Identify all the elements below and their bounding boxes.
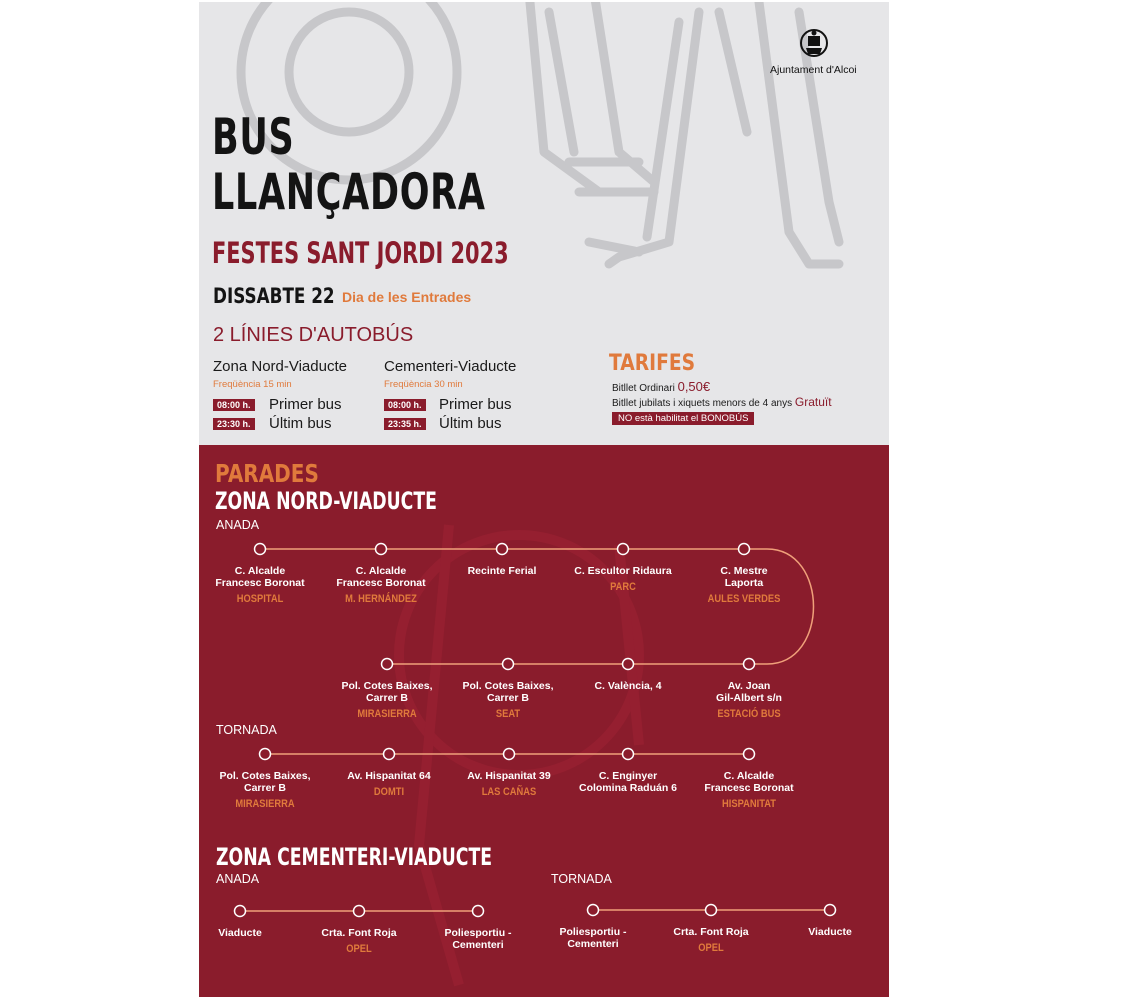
first-bus-label: Primer bus xyxy=(439,396,512,413)
direction-tornada-label: TORNADA xyxy=(216,723,277,737)
stop-name: C. Enginyer Colomina Raduán 6 xyxy=(578,770,677,794)
stop-area-tag: ESTACIÓ BUS xyxy=(717,708,781,720)
stops-heading: PARADES xyxy=(215,459,319,488)
festival-subtitle: FESTES SANT JORDI 2023 xyxy=(212,236,509,270)
tariff-ordinary-price: 0,50€ xyxy=(677,379,711,394)
tariff-ordinary-label: Bitllet Ordinari xyxy=(612,383,675,394)
poster-stops-section xyxy=(199,445,889,997)
stop-name: C. Mestre Laporta xyxy=(720,565,768,589)
title-line-2: LLANÇADORA xyxy=(212,163,486,221)
stop-area-tag: OPEL xyxy=(698,942,724,954)
stop-name: C. València, 4 xyxy=(594,680,662,692)
last-bus-time: 23:35 h. xyxy=(384,418,426,430)
line-frequency: Freqüència 30 min xyxy=(384,379,463,390)
stop-area-tag: MIRASIERRA xyxy=(235,798,295,810)
stop-name: Poliesportiu - Cementeri xyxy=(444,927,512,951)
poster xyxy=(199,2,889,997)
stop-area-tag: SEAT xyxy=(495,708,521,720)
stop-name: C. Escultor Ridaura xyxy=(574,565,672,577)
municipal-seal-icon xyxy=(799,28,829,58)
first-bus-label: Primer bus xyxy=(269,396,342,413)
stop-area-tag: HOSPITAL xyxy=(236,593,284,605)
direction-tornada-label: TORNADA xyxy=(551,872,612,886)
stop-area-tag: OPEL xyxy=(346,943,372,955)
title-line-1: BUS xyxy=(212,108,295,166)
stop-area-tag: M. HERNÁNDEZ xyxy=(345,593,417,605)
stop-name: Pol. Cotes Baixes, Carrer B xyxy=(462,680,554,704)
last-bus-time: 23:30 h. xyxy=(213,418,255,430)
logo-caption: Ajuntament d'Alcoi xyxy=(770,64,857,76)
stop-area-tag: AULES VERDES xyxy=(707,593,781,605)
tariff-ordinary xyxy=(612,379,710,394)
last-bus-label: Últim bus xyxy=(269,415,332,432)
stop-area-tag: MIRASIERRA xyxy=(357,708,417,720)
first-bus-time: 08:00 h. xyxy=(384,399,426,411)
stop-name: Poliesportiu - Cementeri xyxy=(559,926,627,950)
stop-name: Viaducte xyxy=(218,927,262,939)
tariff-reduced-label: Bitllet jubilats i xiquets menors de 4 anys xyxy=(612,398,793,409)
zone-nord-heading: ZONA NORD-VIADUCTE xyxy=(215,487,437,515)
stop-name: Crta. Font Roja xyxy=(673,926,749,938)
stop-area-tag: HISPANITAT xyxy=(721,798,777,810)
lines-heading: 2 LÍNIES D'AUTOBÚS xyxy=(213,324,414,346)
stop-name: Av. Hispanitat 64 xyxy=(347,770,431,782)
stop-name: C. Alcalde Francesc Boronat xyxy=(336,565,426,589)
stop-name: C. Alcalde Francesc Boronat xyxy=(704,770,794,794)
last-bus-label: Últim bus xyxy=(439,415,502,432)
stop-area-tag: DOMTI xyxy=(373,786,405,798)
stop-name: Av. Hispanitat 39 xyxy=(467,770,551,782)
stop-name: Av. Joan Gil-Albert s/n xyxy=(716,680,782,704)
stop-name: C. Alcalde Francesc Boronat xyxy=(215,565,305,589)
stop-name: Pol. Cotes Baixes, Carrer B xyxy=(341,680,433,704)
stop-area-tag: PARC xyxy=(610,581,636,593)
line-name: Zona Nord-Viaducte xyxy=(213,358,347,375)
first-bus-time: 08:00 h. xyxy=(213,399,255,411)
tariffs-heading: TARIFES xyxy=(609,351,696,376)
event-day: DISSABTE 22 xyxy=(213,284,335,308)
poster-top-section xyxy=(199,2,889,445)
stop-name: Viaducte xyxy=(808,926,852,938)
direction-anada-label: ANADA xyxy=(216,872,260,886)
zone-cementeri-heading: ZONA CEMENTERI-VIADUCTE xyxy=(216,843,493,871)
stops-layer xyxy=(199,445,889,997)
tariff-reduced-price: Gratuït xyxy=(794,395,832,409)
line-name: Cementeri-Viaducte xyxy=(384,358,517,375)
tariff-reduced xyxy=(612,395,832,409)
direction-anada-label: ANADA xyxy=(216,518,260,532)
stop-name: Crta. Font Roja xyxy=(321,927,397,939)
bonobus-notice: NO està habilitat el BONOBÚS xyxy=(612,412,754,425)
stop-name: Recinte Ferial xyxy=(467,565,537,577)
stop-area-tag: LAS CAÑAS xyxy=(481,786,537,798)
event-name: Dia de les Entrades xyxy=(342,289,472,305)
stop-name: Pol. Cotes Baixes, Carrer B xyxy=(219,770,311,794)
line-frequency: Freqüència 15 min xyxy=(213,379,292,390)
